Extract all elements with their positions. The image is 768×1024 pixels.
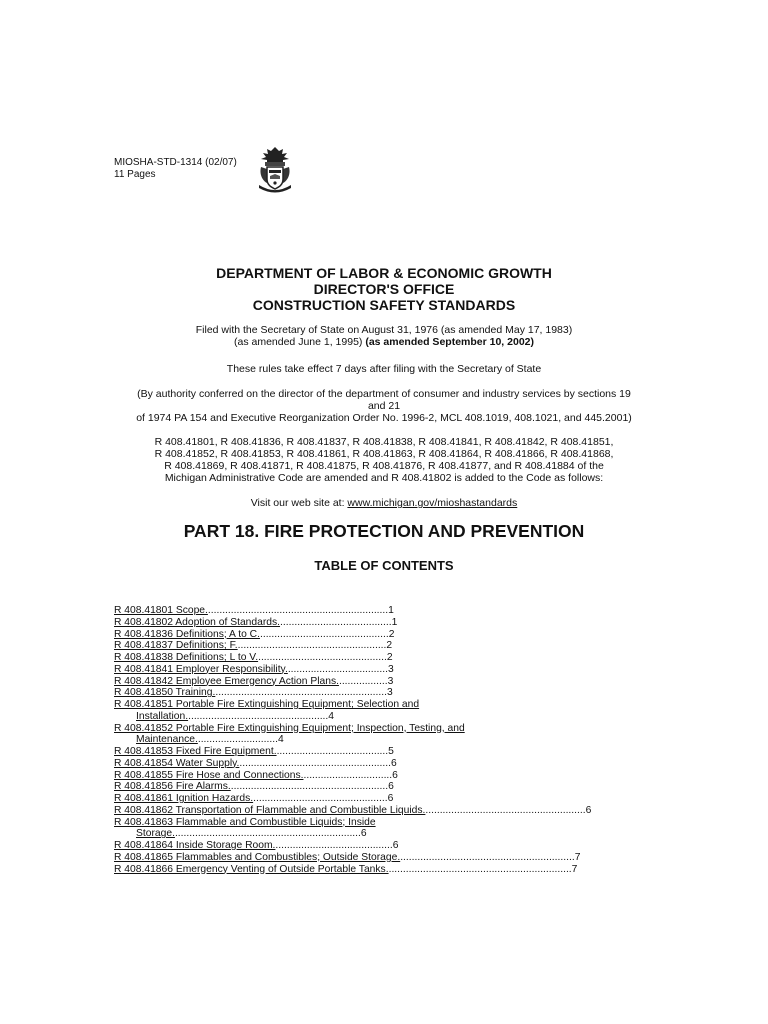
toc-entry-title[interactable]: R 408.41850 Training. [114, 687, 216, 699]
filed-amended-2002: (as amended September 10, 2002) [365, 336, 534, 348]
michigan-seal-icon [253, 145, 297, 195]
toc-entry[interactable] [114, 746, 654, 758]
rules-line-4: Michigan Administrative Code are amended and R 408.41802 is added to the Code as follows: [164, 472, 604, 484]
toc-entry-title[interactable]: R 408.41852 Portable Fire Extinguishing Equipment; Inspection, Testing, and [114, 722, 465, 734]
toc-entry-title[interactable]: R 408.41856 Fire Alarms. [114, 781, 231, 793]
rules-line-1: R 408.41801, R 408.41836, R 408.41837, R 408.41838, R 408.41841, R 408.41842, R 408.41851, [154, 436, 614, 448]
toc-entry[interactable] [114, 617, 654, 629]
rules-list [150, 436, 618, 484]
toc-entry[interactable] [114, 793, 654, 805]
toc-entry[interactable] [114, 852, 654, 864]
toc-entry-page: 2 [386, 652, 393, 663]
toc-entry[interactable] [114, 605, 654, 617]
toc-entry[interactable] [114, 640, 654, 652]
toc-entry-page: 3 [386, 687, 393, 699]
toc-entry-title[interactable]: R 408.41836 Definitions; A to C. [114, 628, 260, 640]
authority-line-3: of 1974 PA 154 and Executive Reorganization Order No. 1996-2, MCL 408.1019, 408.1021, and 445.2001) [136, 412, 632, 424]
toc-entry[interactable] [114, 758, 654, 770]
toc-entry[interactable] [114, 687, 654, 699]
toc-entry-leader: ................................................................ [388, 863, 572, 875]
rules-line-2: R 408.41852, R 408.41853, R 408.41861, R 408.41863, R 408.41864, R 408.41866, R 408.41868, [154, 448, 614, 460]
toc-entry-title[interactable]: R 408.41865 Flammables and Combustibles; Outside Storage. [114, 851, 401, 863]
toc-entry[interactable] [114, 723, 654, 735]
toc-entry-title[interactable]: R 408.41854 Water Supply. [114, 757, 240, 769]
toc-entry[interactable] [114, 864, 654, 876]
toc-entry-page: 6 [392, 769, 398, 781]
toc-entry[interactable] [114, 652, 654, 664]
toc-entry-leader: ....................................... [276, 746, 389, 757]
website-link[interactable]: www.michigan.gov/mioshastandards [347, 497, 518, 509]
part-title: PART 18. FIRE PROTECTION AND PREVENTION [183, 521, 585, 541]
toc-entry-leader: ............................................. [259, 628, 389, 640]
toc-entry[interactable] [114, 699, 654, 711]
toc-entry-title[interactable]: Storage. [136, 828, 175, 840]
authority-statement [110, 388, 658, 424]
toc-entry[interactable] [114, 840, 654, 852]
page-count: 11 Pages [114, 169, 156, 180]
toc-entry-title[interactable]: R 408.41841 Employer Responsibility. [114, 663, 288, 675]
toc-entry-page: 4 [277, 734, 284, 746]
toc-entry-page: 4 [328, 710, 335, 722]
toc-entry-leader: ....................................... [280, 616, 392, 628]
toc-entry[interactable] [114, 828, 654, 840]
toc-entry-title[interactable]: R 408.41855 Fire Hose and Connections. [114, 769, 304, 781]
filing-info [60, 324, 708, 348]
department-title [60, 265, 708, 313]
toc-entry-page: 1 [388, 605, 394, 616]
toc-entry-title[interactable]: R 408.41862 Transportation of Flammable and Combustible Liquids. [114, 804, 426, 816]
toc-entry-leader: ............................... [303, 769, 393, 781]
toc-entry-page: 3 [387, 663, 394, 675]
toc-entry-title[interactable]: R 408.41801 Scope. [114, 605, 208, 616]
toc-entry-title[interactable]: Maintenance. [136, 734, 198, 746]
document-header [114, 157, 237, 181]
toc-entry-leader: ............................................... [253, 793, 388, 804]
toc-entry-leader: .................................................... [237, 640, 387, 652]
toc-entry-page: 1 [391, 616, 398, 628]
toc-entry-leader: ............................................................ [215, 687, 387, 699]
document-id: MIOSHA-STD-1314 (02/07) [114, 157, 237, 168]
toc-entry-leader: ............................................................. [400, 851, 575, 863]
toc-entry[interactable] [114, 676, 654, 688]
toc-title: TABLE OF CONTENTS [314, 558, 454, 573]
toc-entry[interactable] [114, 629, 654, 641]
toc-entry[interactable] [114, 664, 654, 676]
toc-entry-leader: ......................................... [275, 840, 393, 851]
toc-entry-leader: ................. [338, 675, 388, 687]
toc-entry-page: 6 [360, 828, 367, 840]
toc-entry-title[interactable]: R 408.41802 Adoption of Standards. [114, 616, 281, 628]
toc-entry-title[interactable]: R 408.41842 Employee Emergency Action Plans. [114, 675, 339, 687]
toc-entry-title[interactable]: R 408.41853 Fixed Fire Equipment. [114, 746, 277, 757]
toc-entry-page: 7 [574, 851, 581, 863]
toc-entry-title[interactable]: R 408.41838 Definitions; L to V. [114, 652, 259, 663]
effective-note: These rules take effect 7 days after filing with the Secretary of State [226, 363, 542, 375]
toc-entry[interactable] [114, 817, 654, 829]
office-name: DIRECTOR'S OFFICE [313, 281, 455, 297]
table-of-contents [114, 605, 654, 875]
svg-text:.: . [274, 188, 276, 192]
toc-entry[interactable] [114, 734, 654, 746]
filed-line-2 [60, 336, 708, 348]
toc-entry-title[interactable]: R 408.41863 Flammable and Combustible Liquids; Inside [114, 816, 376, 828]
department-name: DEPARTMENT OF LABOR & ECONOMIC GROWTH [216, 265, 552, 281]
toc-entry-leader: ....................................................... [230, 781, 389, 793]
toc-entry[interactable] [114, 770, 654, 782]
toc-entry-leader: ................................... [287, 663, 388, 675]
toc-entry-page: 6 [387, 793, 394, 804]
toc-entry-page: 6 [392, 840, 399, 851]
toc-entry-leader: ........................................................ [425, 804, 586, 816]
toc-entry-page: 5 [388, 746, 394, 757]
toc-entry-title[interactable]: Installation. [136, 710, 189, 722]
toc-entry-leader: ..................................................... [239, 757, 391, 769]
toc-entry-title[interactable]: R 408.41866 Emergency Venting of Outside Portable Tanks. [114, 863, 389, 875]
rules-line-3: R 408.41869, R 408.41871, R 408.41875, R 408.41876, R 408.41877, and R 408.41884 of the [164, 460, 604, 472]
toc-entry-title[interactable]: R 408.41851 Portable Fire Extinguishing Equipment; Selection and [114, 699, 420, 710]
website-line [60, 497, 708, 509]
toc-entry-page: 3 [387, 675, 394, 687]
toc-entry-leader: ............................................. [258, 652, 387, 663]
toc-entry-leader: ............................ [197, 734, 278, 746]
toc-entry-page: 6 [390, 757, 397, 769]
filed-line-1: Filed with the Secretary of State on August 31, 1976 (as amended May 17, 1983) [195, 324, 573, 336]
toc-entry-page: 6 [388, 781, 394, 793]
website-prefix: Visit our web site at: [250, 497, 348, 509]
toc-entry-page: 2 [388, 628, 395, 640]
toc-entry-page: 7 [571, 863, 578, 875]
toc-entry-title[interactable]: R 408.41864 Inside Storage Room. [114, 840, 276, 851]
standards-name: CONSTRUCTION SAFETY STANDARDS [252, 297, 516, 313]
filed-amended-1995: (as amended June 1, 1995) [233, 336, 366, 348]
toc-entry[interactable] [114, 711, 654, 723]
toc-entry-page: 2 [386, 640, 393, 652]
authority-line-1: (By authority conferred on the director of the department of consumer and industry services by sections 19 [137, 388, 631, 400]
toc-entry[interactable] [114, 805, 654, 817]
toc-entry-page: 6 [585, 804, 592, 816]
toc-entry-title[interactable]: R 408.41837 Definitions; F. [114, 640, 238, 652]
authority-line-2: and 21 [367, 400, 401, 412]
toc-entry-leader: ............................................................... [207, 605, 389, 616]
toc-entry-title[interactable]: R 408.41861 Ignition Hazards. [114, 793, 254, 804]
toc-entry-leader: ................................................................. [174, 828, 361, 840]
toc-entry[interactable] [114, 781, 654, 793]
toc-entry-leader: ................................................. [188, 710, 329, 722]
